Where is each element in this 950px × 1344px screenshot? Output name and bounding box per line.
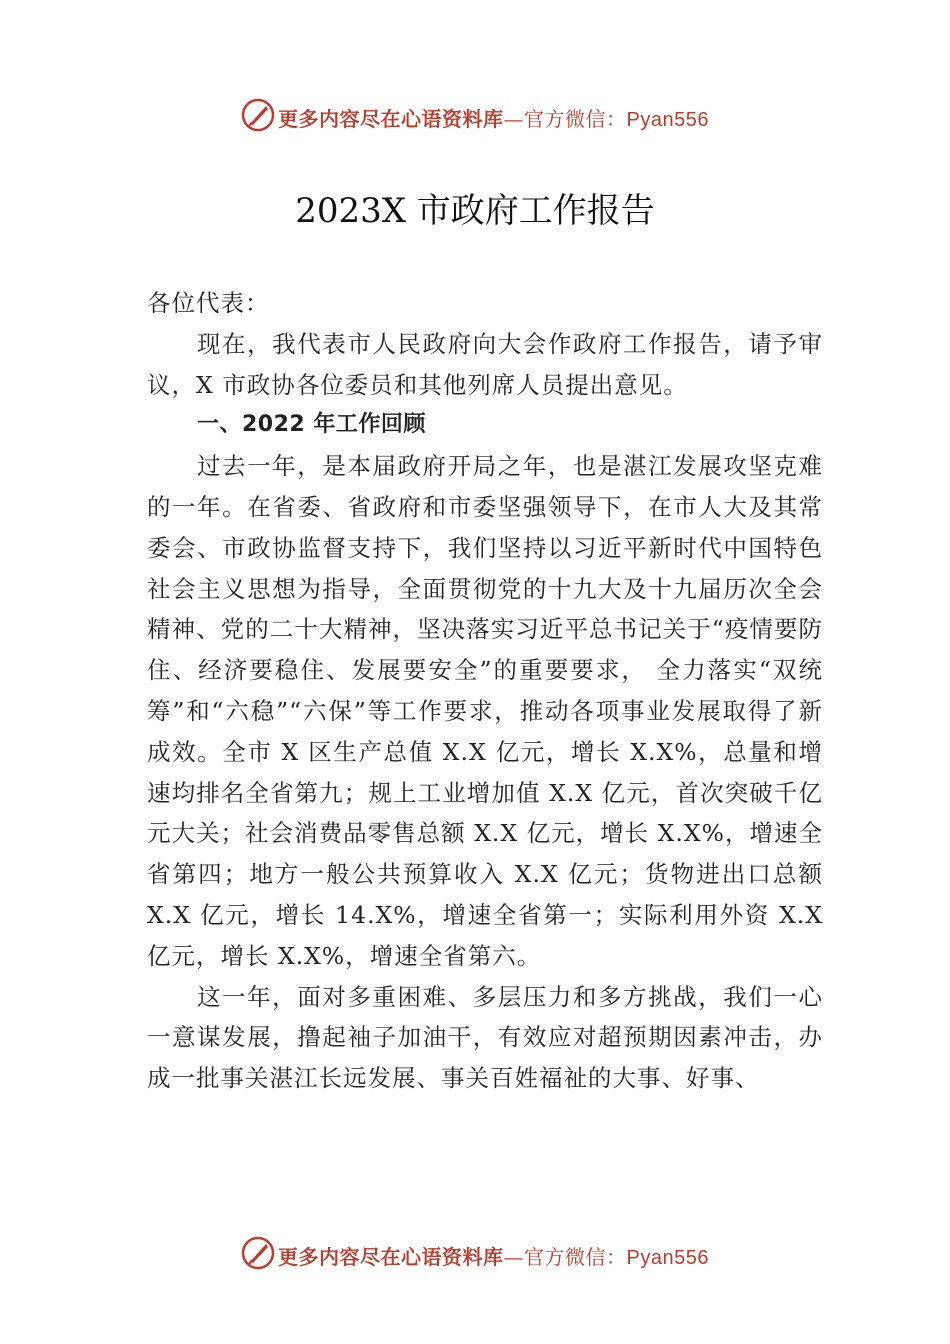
watermark-label: 官方微信： [524, 107, 627, 131]
header-watermark-banner [0, 95, 950, 135]
footer-watermark-banner [0, 1233, 950, 1273]
page-title: 2023X 市政府工作报告 [295, 191, 655, 231]
section-heading: 一、2022 年工作回顾 [197, 412, 426, 438]
paragraph-year: 这一年，面对多重困难、多层压力和多方挑战，我们一心一意谋发展，撸起袖子加油干，有效应对超预期因素冲击，办成一批事关湛江长远发展、事关百姓福祉的大事、好事、 [147, 982, 823, 1093]
watermark-main: 更多内容尽在心语资料库 [278, 107, 504, 131]
watermark-text [278, 103, 709, 132]
paragraph-intro: 现在，我代表市人民政府向大会作政府工作报告，请予审议，X 市政协各位委员和其他列席人员提出意见。 [147, 329, 823, 399]
watermark-id: Pyan556 [626, 109, 709, 131]
quill-logo-icon [240, 1235, 276, 1271]
watermark-id: Pyan556 [626, 1247, 709, 1269]
watermark-sep: — [503, 107, 524, 131]
watermark-sep: — [503, 1245, 524, 1269]
watermark-text [278, 1241, 709, 1270]
watermark-main: 更多内容尽在心语资料库 [278, 1245, 504, 1269]
watermark-label: 官方微信： [524, 1245, 627, 1269]
salutation: 各位代表： [147, 289, 270, 317]
document-body [147, 283, 823, 1099]
paragraph-review: 过去一年，是本届政府开局之年，也是湛江发展攻坚克难的一年。在省委、省政府和市委坚强领导下，在市人大及其常委会、市政协监督支持下，我们坚持以习近平新时代中国特色社会主义思想为指导，全面贯彻党的十九大及十九届历次全会精神、党的二十大精神，坚决落实习近平总书记关于“疫情要防住、经济要稳住、发展要安全”的重要要求， 全力落实“双统筹”和“六稳”“六保”等工作要求，推动各项事业发展取得了新成效。全市 X 区生产总值 X.X 亿元，增长 X.X%，总量和增速均排名全省第九；规上工业增加值 X.X 亿元，首次突破千亿元大关；社会消费品零售总额 X.X 亿元，增长 X.X%，增速全省第四；地方一般公共预算收入 X.X 亿元；货物进出口总额 X.X 亿元，增长 14.X%，增速全省第一；实际利用外资 X.X 亿元，增长 X.X%，增速全省第六。 [147, 452, 823, 970]
quill-logo-icon [240, 97, 276, 133]
